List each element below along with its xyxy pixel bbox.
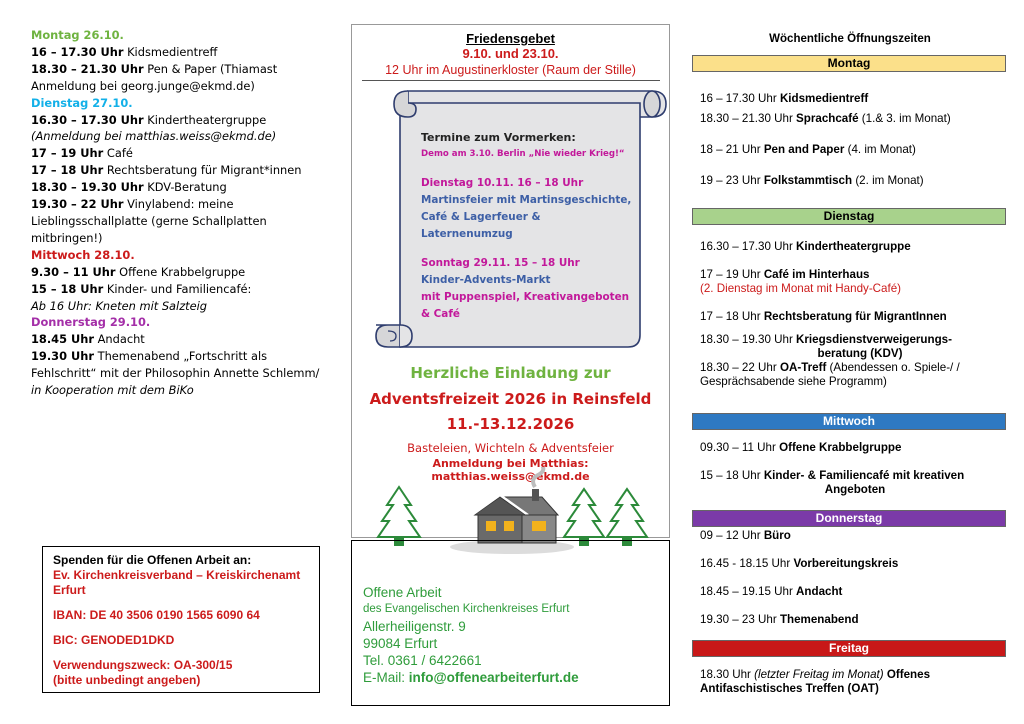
list-item: 18.30 – 19.30 Uhr Kriegsdienstverweigerungs- beratung (KDV) [700, 333, 952, 360]
event-time: 18.30 – 21.30 Uhr [31, 61, 144, 76]
monthly-program [31, 27, 331, 399]
donation-org: Ev. Kirchenkreisverband – Kreiskirchenamt Erfurt [53, 568, 301, 597]
event-text: Offene Krabbelgruppe [115, 264, 246, 279]
tree-icon [564, 489, 604, 545]
list-item: 09 – 12 Uhr Büro [700, 529, 791, 542]
contact-phone: Tel. 0361 / 6422661 [363, 653, 482, 668]
event-text: Kidsmedientreff [123, 44, 218, 59]
advent-date: Sonntag 29.11. 15 – 18 Uhr [421, 257, 580, 269]
event-time: 17 – 18 Uhr [31, 163, 104, 178]
invite-line-2: Adventsfreizeit 2026 in Reinsfeld [369, 390, 652, 408]
contact-box [351, 540, 670, 706]
event-text: Kindertheatergruppe [143, 112, 267, 127]
contact-city: 99084 Erfurt [363, 636, 438, 651]
advent-title: Kinder-Advents-Markt [421, 274, 551, 286]
event-note: (Anmeldung bei matthias.weiss@ekmd.de) [31, 129, 277, 144]
event-text: Café [103, 146, 133, 161]
day-heading-monday: Montag 26.10. [31, 28, 124, 42]
prayer-title: Friedensgebet [466, 31, 555, 46]
martin-text: Martinsfeier mit Martinsgeschichte, Café & Lagerfeuer & Laternenumzug [421, 194, 632, 240]
event-text: KDV-Beratung [143, 180, 227, 195]
list-item: 19.30 – 23 Uhr Themenabend [700, 613, 859, 626]
donation-title: Spenden für die Offenen Arbeit an: [53, 553, 252, 567]
event-time: 18.45 Uhr [31, 332, 94, 347]
list-item: 18.30 – 22 Uhr OA-Treff (Abendessen o. Spiele-/ / Gesprächsabende siehe Programm) [700, 361, 960, 388]
weekly-title: Wöchentliche Öffnungszeiten [769, 33, 931, 45]
event-time: 18.30 – 19.30 Uhr [31, 180, 144, 195]
event-text: Rechtsberatung für Migrant*innen [103, 163, 302, 178]
list-item: 16.30 – 17.30 Uhr Kindertheatergruppe [700, 240, 911, 253]
donation-bic: BIC: GENODED1DKD [53, 633, 175, 647]
list-item: 19 – 23 Uhr Folkstammtisch (2. im Monat) [700, 174, 924, 187]
event-time: 19.30 – 22 Uhr [31, 197, 124, 212]
event-time: 19.30 Uhr [31, 349, 94, 364]
list-item: 17 – 19 Uhr Café im Hinterhaus (2. Dienstag im Monat mit Handy-Café) [700, 268, 902, 295]
event-text: Themenabend „Fortschritt als Fehlschritt“ mit der Philosophin Annette Schlemm/ [31, 349, 320, 381]
list-item: 15 – 18 Uhr Kinder- & Familiencafé mit kreativen Angeboten [700, 469, 965, 496]
prayer-place: 12 Uhr im Augustinerkloster (Raum der Stille) [385, 63, 636, 77]
contact-info [363, 584, 579, 686]
event-time: 17 – 19 Uhr [31, 146, 104, 161]
header-monday: Montag [692, 55, 1006, 72]
contact-name: Offene Arbeit [363, 585, 442, 600]
invite-registration: Anmeldung bei Matthias: matthias.weiss@ekmd.de [431, 457, 590, 483]
invite-line-1: Herzliche Einladung zur [410, 364, 611, 382]
scroll-heading: Termine zum Vormerken: [421, 131, 576, 144]
event-text: Kinder- und Familiencafé: [103, 281, 252, 296]
list-item: 18.45 – 19.15 Uhr Andacht [700, 585, 843, 598]
list-item: 18 – 21 Uhr Pen and Paper (4. im Monat) [700, 143, 916, 156]
scroll-content [421, 129, 633, 323]
tree-icon [607, 489, 647, 545]
header-wednesday: Mittwoch [692, 413, 1006, 430]
list-item: 18.30 – 21.30 Uhr Sprachcafé (1.& 3. im Monat) [700, 112, 951, 125]
event-text: Pen & Paper (Thiamast Anmeldung bei georg.junge@ekmd.de) [31, 61, 278, 93]
demo-note: Demo am 3.10. Berlin „Nie wieder Krieg!“ [421, 149, 625, 159]
event-time: 16.30 – 17.30 Uhr [31, 112, 144, 127]
invite-dates: 11.-13.12.2026 [446, 415, 575, 433]
header-thursday: Donnerstag [692, 510, 1006, 527]
contact-street: Allerheiligenstr. 9 [363, 619, 466, 634]
event-time: 15 – 18 Uhr [31, 281, 104, 296]
list-item: 16.45 - 18.15 Uhr Vorbereitungskreis [700, 557, 899, 570]
prayer-dates: 9.10. und 23.10. [462, 46, 559, 61]
advent-text: mit Puppenspiel, Kreativangeboten & Café [421, 291, 630, 320]
email-label: E-Mail: [363, 670, 409, 685]
list-item: 18.30 Uhr (letzter Freitag im Monat) Offenes Antifaschistisches Treffen (OAT) [700, 668, 931, 695]
event-note: in Kooperation mit dem BiKo [31, 383, 194, 398]
donation-iban: IBAN: DE 40 3506 0190 1565 6090 64 [53, 608, 260, 622]
header-friday: Freitag [692, 640, 1006, 657]
event-time: 16 – 17.30 Uhr [31, 44, 124, 59]
day-heading-tuesday: Dienstag 27.10. [31, 95, 133, 110]
event-time: 9.30 – 11 Uhr [31, 264, 116, 279]
event-text: Vinylabend: meine Lieblingsschallplatte (gerne Schallplatten mitbringen!) [31, 197, 267, 245]
events-panel [351, 24, 670, 538]
event-note: Ab 16 Uhr: Kneten mit Salzteig [31, 298, 208, 313]
day-heading-wednesday: Mittwoch 28.10. [31, 247, 135, 262]
email-link[interactable]: info@offenearbeiterfurt.de [408, 670, 579, 685]
list-item: 09.30 – 11 Uhr Offene Krabbelgruppe [700, 441, 902, 454]
donation-box [42, 546, 320, 693]
tree-icon [378, 487, 420, 545]
martin-date: Dienstag 10.11. 16 – 18 Uhr [421, 177, 584, 189]
donation-purpose: Verwendungszweck: OA-300/15 [53, 658, 233, 672]
divider [362, 80, 660, 81]
list-item: 16 – 17.30 Uhr Kidsmedientreff [700, 92, 869, 105]
donation-purpose-note: (bitte unbedingt angeben) [53, 673, 201, 687]
day-heading-thursday: Donnerstag 29.10. [31, 315, 151, 330]
event-text: Andacht [93, 332, 145, 347]
list-item: 17 – 18 Uhr Rechtsberatung für MigrantInnen [700, 310, 947, 323]
invite-activities: Basteleien, Wichteln & Adventsfeier [407, 441, 614, 455]
contact-org: des Evangelischen Kirchenkreises Erfurt [363, 603, 570, 615]
header-tuesday: Dienstag [692, 208, 1006, 225]
